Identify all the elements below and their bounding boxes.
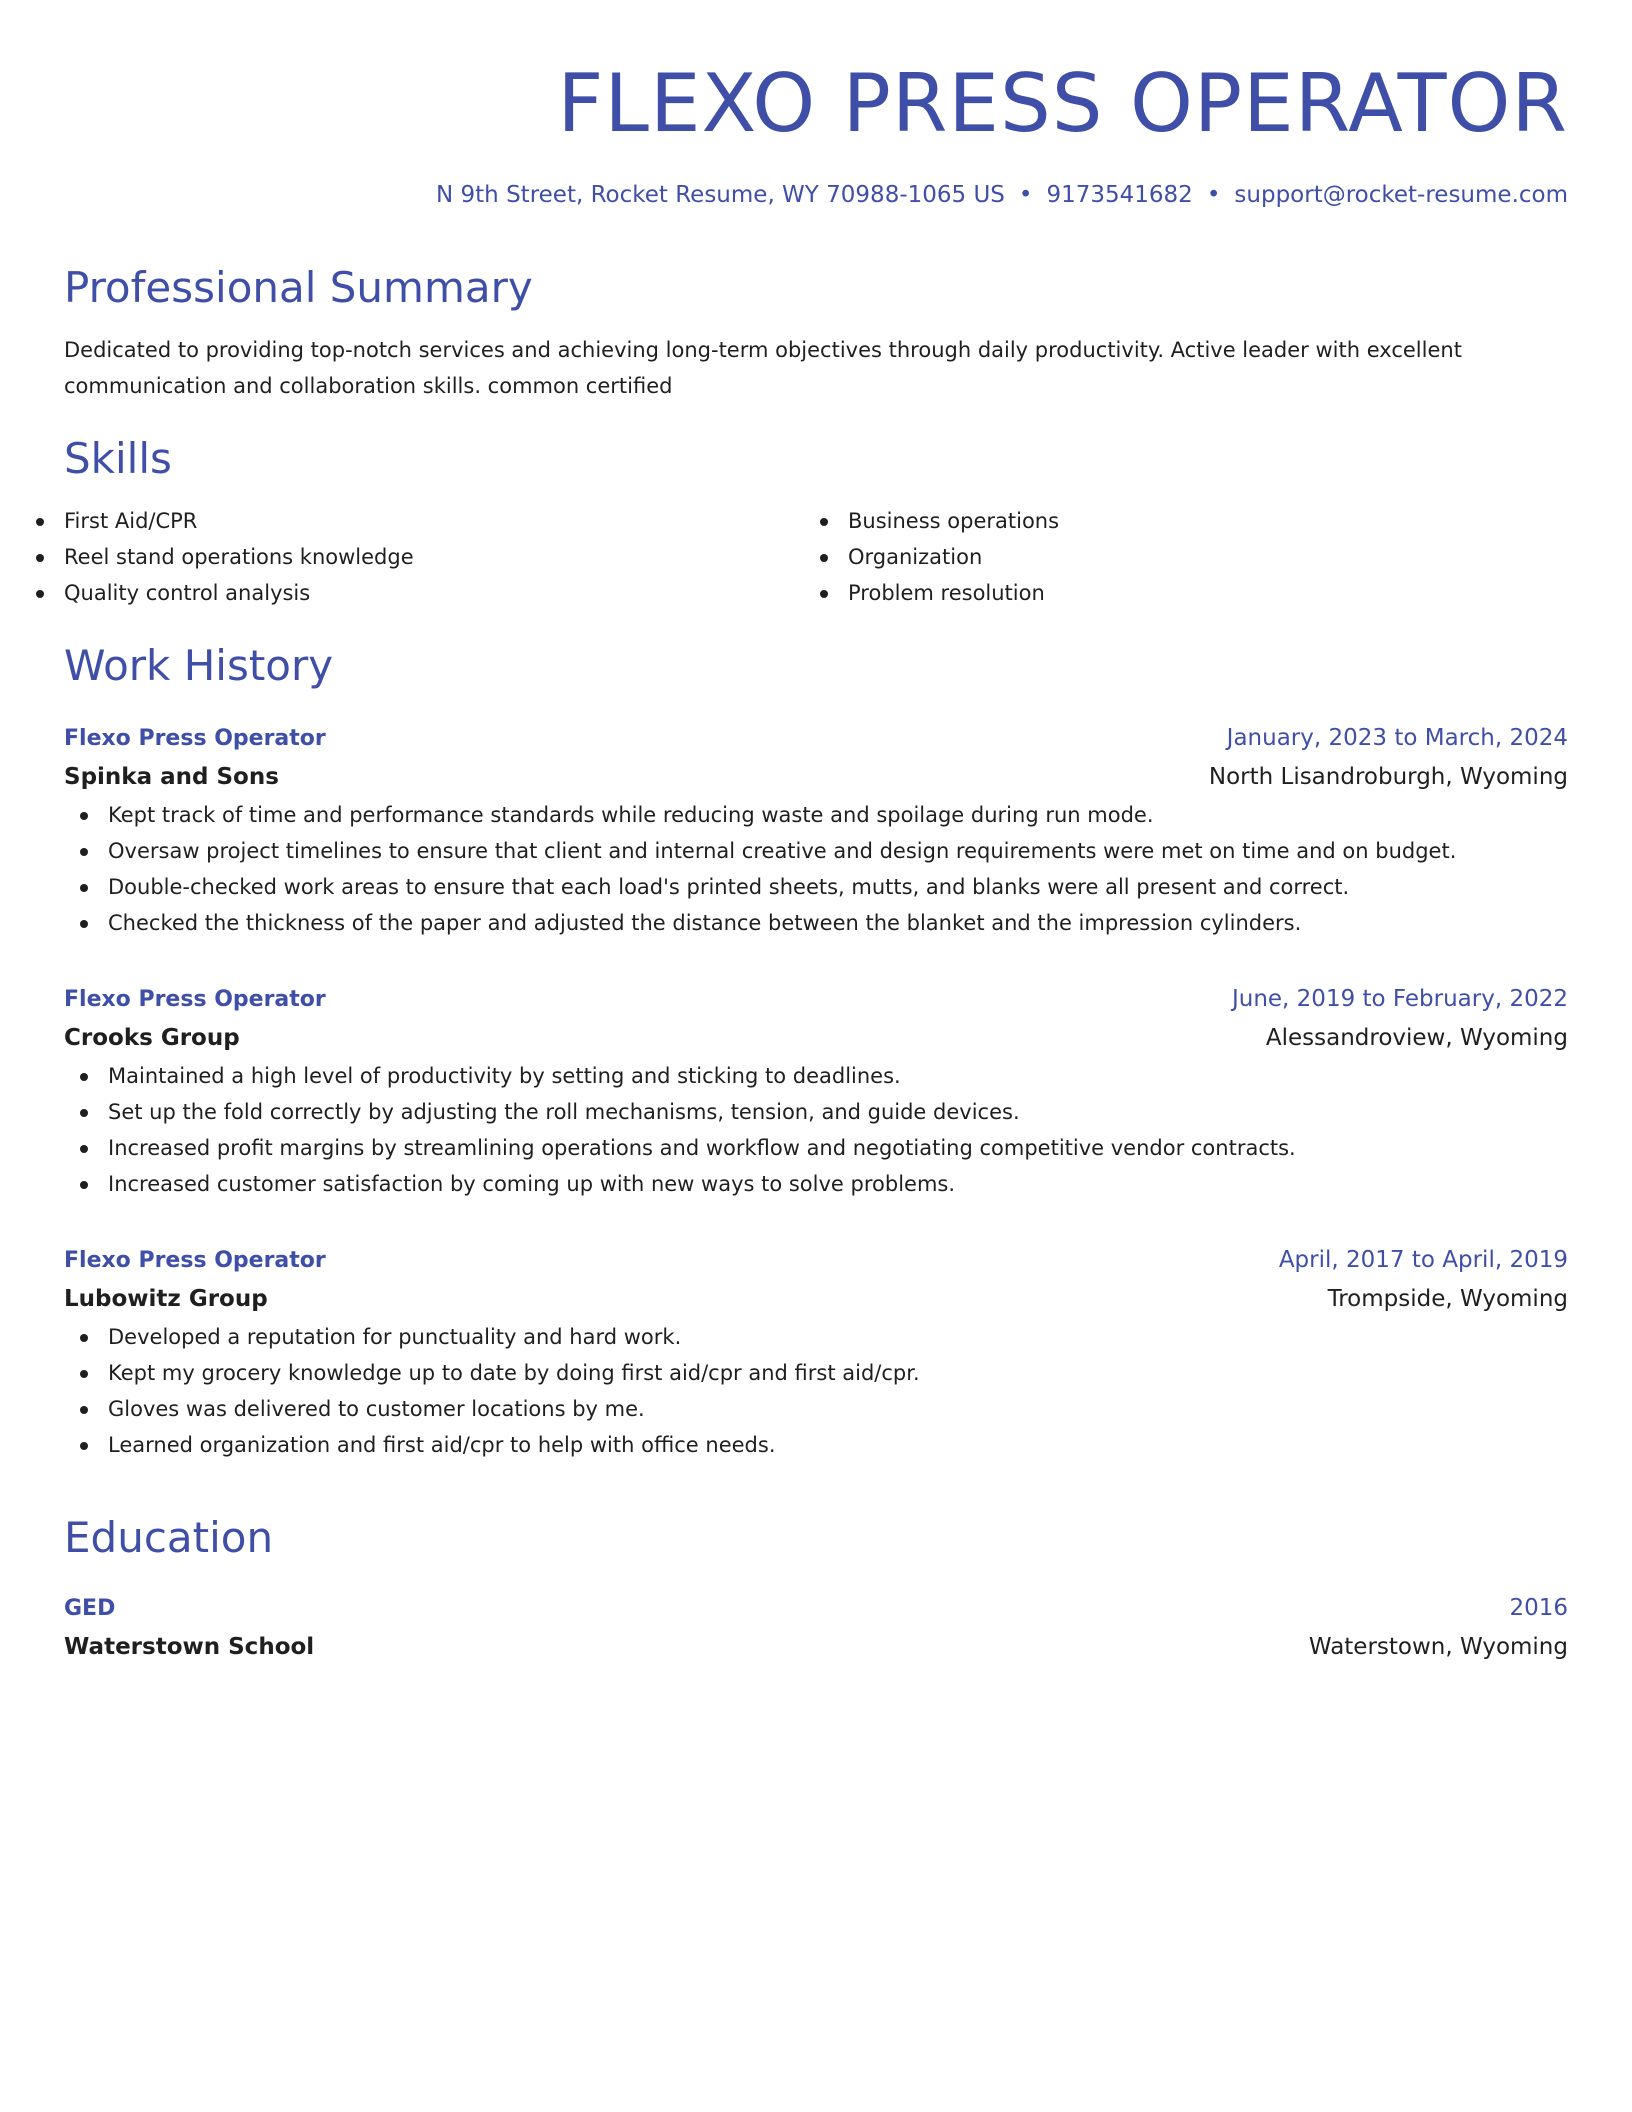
job-bullet: Maintained a high level of productivity by setting and sticking to deadlines. xyxy=(64,1058,1568,1094)
job-header-row xyxy=(64,1242,1568,1279)
education-school-row xyxy=(64,1627,1568,1667)
contact-separator: • xyxy=(1206,182,1221,208)
job-bullet: Checked the thickness of the paper and adjusted the distance between the blanket and the impression cylinders. xyxy=(64,905,1568,941)
skill-item: First Aid/CPR xyxy=(20,503,804,539)
contact-line xyxy=(436,179,1568,211)
skill-item: Problem resolution xyxy=(804,575,1544,611)
section-title: Work History xyxy=(64,641,334,690)
job-bullet: Kept my grocery knowledge up to date by doing first aid/cpr and first aid/cpr. xyxy=(64,1355,1568,1391)
job-employer-row xyxy=(64,1279,1568,1319)
skill-item: Reel stand operations knowledge xyxy=(20,539,804,575)
job-entry xyxy=(64,981,1568,1202)
skill-item: Organization xyxy=(804,539,1544,575)
job-location: Trompside, Wyoming xyxy=(1327,1286,1568,1312)
job-header-row xyxy=(64,720,1568,757)
summary-text: Dedicated to providing top-notch services and achieving long-term objectives through daily productivity. Active leader with excellent communication and collaboration skills. common certified xyxy=(64,338,1462,398)
job-bullet: Increased profit margins by streamlining operations and workflow and negotiating competitive vendor contracts. xyxy=(64,1130,1568,1166)
job-bullet: Kept track of time and performance standards while reducing waste and spoilage during run mode. xyxy=(64,797,1568,833)
section-title: Skills xyxy=(64,434,172,483)
job-bullets xyxy=(64,1319,1568,1463)
skills-columns xyxy=(64,503,1568,611)
education-entry xyxy=(64,1590,1568,1667)
job-entry xyxy=(64,720,1568,941)
section-title: Education xyxy=(64,1513,274,1562)
work-history-section xyxy=(64,640,1568,1463)
skills-list-left xyxy=(64,503,804,611)
contact-separator: • xyxy=(1018,182,1033,208)
job-header-row xyxy=(64,981,1568,1018)
job-employer-row xyxy=(64,757,1568,797)
job-bullet: Learned organization and first aid/cpr to help with office needs. xyxy=(64,1427,1568,1463)
skill-item: Quality control analysis xyxy=(20,575,804,611)
education-school: Waterstown School xyxy=(64,1634,315,1660)
job-bullet: Oversaw project timelines to ensure that client and internal creative and design requirements were met on time and on budget. xyxy=(64,833,1568,869)
job-title: Flexo Press Operator xyxy=(64,1248,326,1273)
resume-name: FLEXO PRESS OPERATOR xyxy=(557,57,1568,150)
section-title: Professional Summary xyxy=(64,263,533,312)
skills-list-right xyxy=(804,503,1544,611)
job-employer: Spinka and Sons xyxy=(64,764,279,790)
job-location: North Lisandroburgh, Wyoming xyxy=(1208,764,1568,790)
job-bullet: Double-checked work areas to ensure that each load's printed sheets, mutts, and blanks were all present and correct. xyxy=(64,869,1568,905)
education-year: 2016 xyxy=(1509,1595,1568,1621)
job-employer: Crooks Group xyxy=(64,1025,240,1051)
job-location: Alessandroview, Wyoming xyxy=(1265,1025,1568,1051)
job-bullet: Increased customer satisfaction by coming up with new ways to solve problems. xyxy=(64,1166,1568,1202)
job-entry xyxy=(64,1242,1568,1463)
job-title: Flexo Press Operator xyxy=(64,987,326,1012)
contact-phone: 9173541682 xyxy=(1046,182,1193,208)
job-bullet: Set up the fold correctly by adjusting the roll mechanisms, tension, and guide devices. xyxy=(64,1094,1568,1130)
skill-item: Business operations xyxy=(804,503,1544,539)
contact-address: N 9th Street, Rocket Resume, WY 70988-1065 US xyxy=(436,182,1005,208)
job-bullet: Developed a reputation for punctuality and hard work. xyxy=(64,1319,1568,1355)
job-bullet: Gloves was delivered to customer locations by me. xyxy=(64,1391,1568,1427)
education-location: Waterstown, Wyoming xyxy=(1308,1634,1568,1660)
job-dates: April, 2017 to April, 2019 xyxy=(1278,1247,1568,1273)
education-degree: GED xyxy=(64,1596,116,1621)
job-employer: Lubowitz Group xyxy=(64,1286,268,1312)
job-bullets xyxy=(64,797,1568,941)
job-title: Flexo Press Operator xyxy=(64,726,326,751)
contact-email[interactable]: support@rocket-resume.com xyxy=(1234,182,1568,208)
professional-summary-section xyxy=(64,262,1568,404)
skills-section xyxy=(64,433,1568,611)
job-dates: June, 2019 to February, 2022 xyxy=(1231,986,1568,1012)
job-bullets xyxy=(64,1058,1568,1202)
job-dates: January, 2023 to March, 2024 xyxy=(1226,725,1568,751)
education-header-row xyxy=(64,1590,1568,1627)
education-section xyxy=(64,1512,1568,1667)
job-employer-row xyxy=(64,1018,1568,1058)
